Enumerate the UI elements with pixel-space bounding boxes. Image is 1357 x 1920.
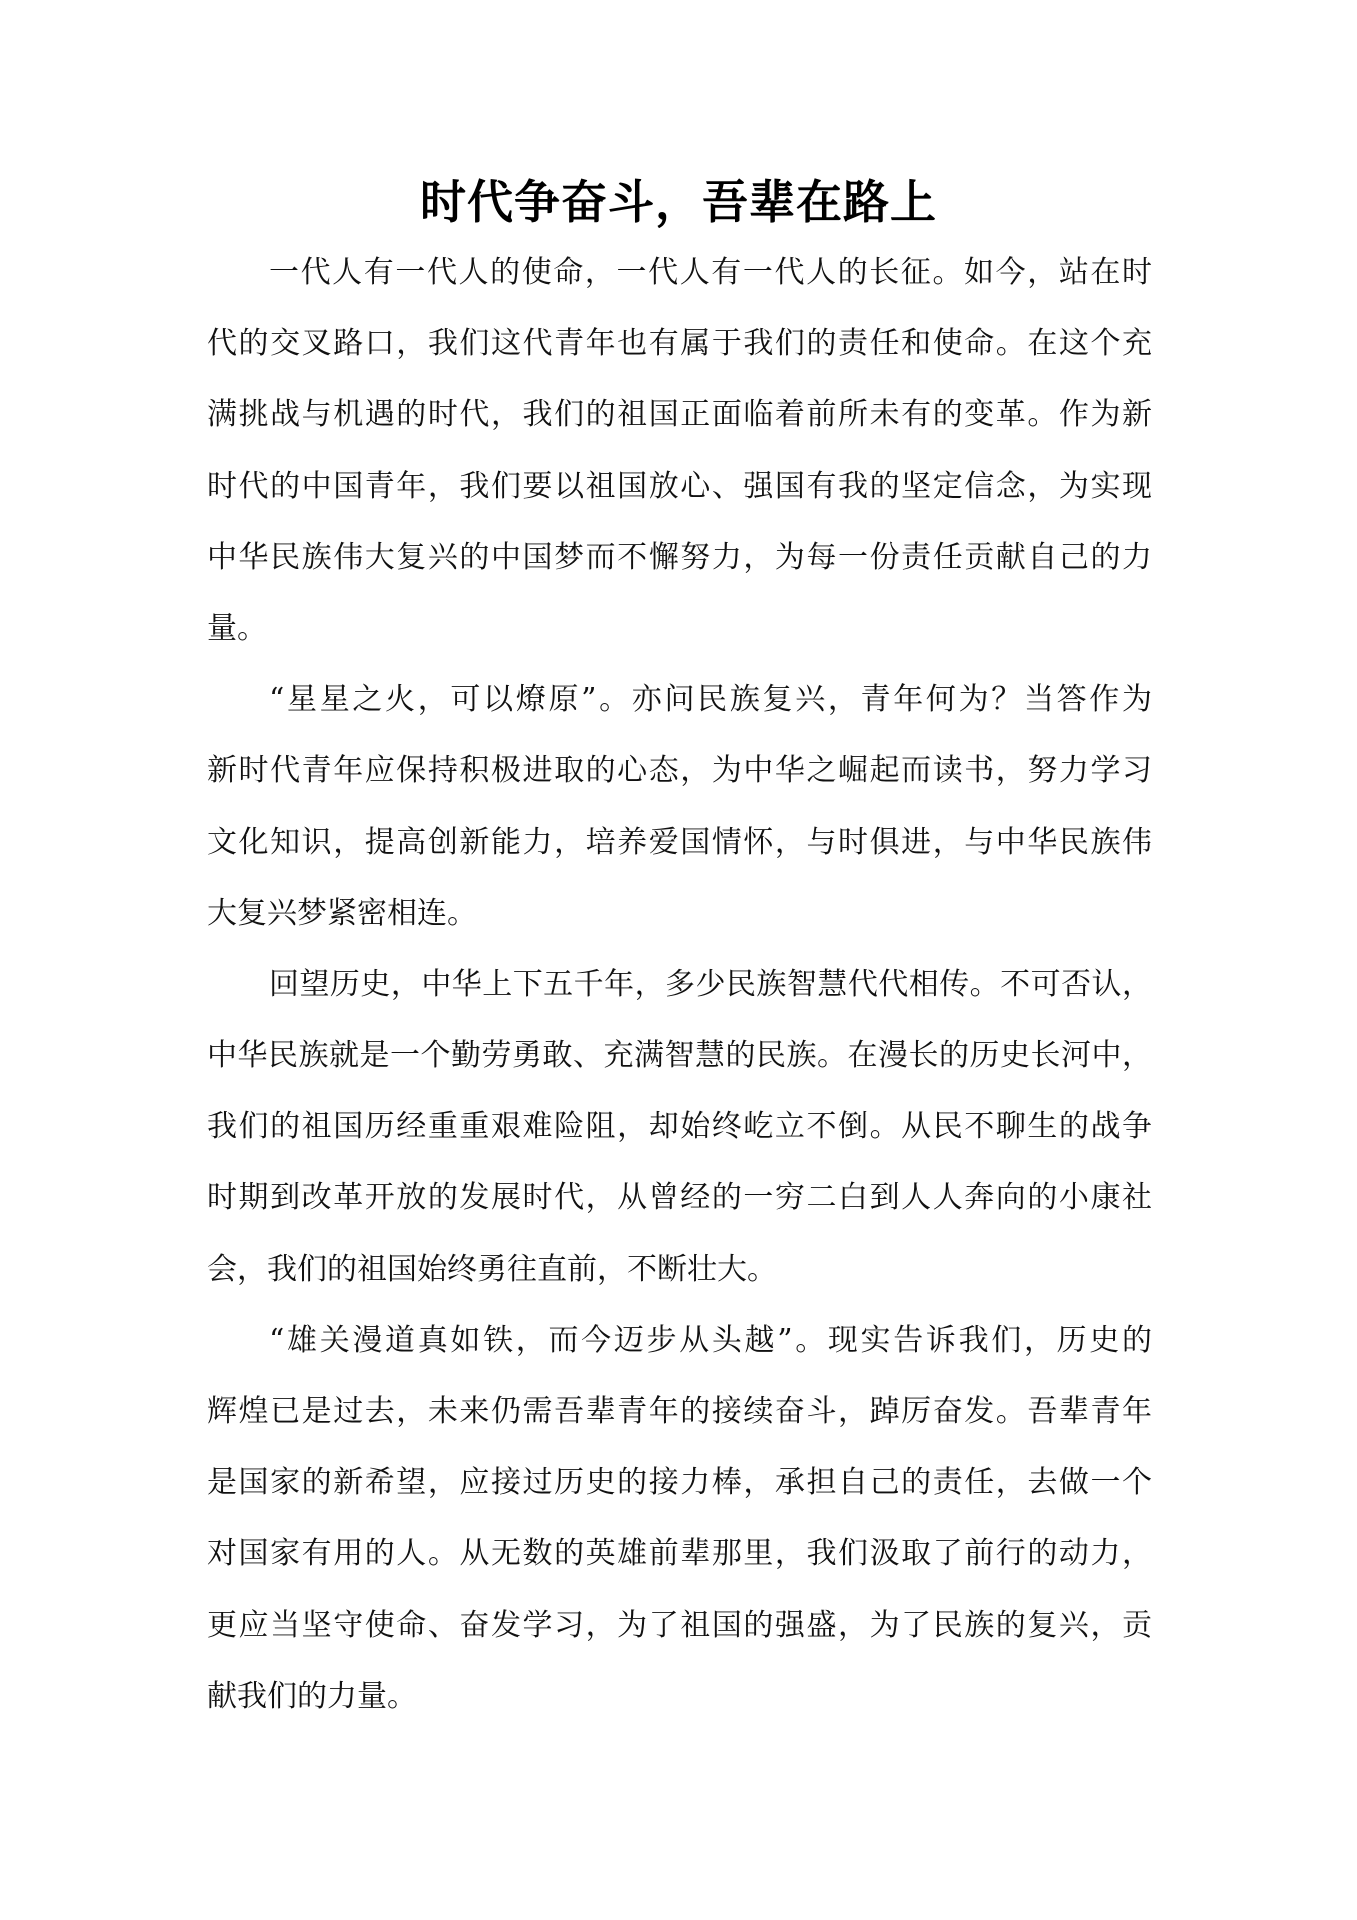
paragraph-line: 辉煌已是过去，未来仍需吾辈青年的接续奋斗，踔厉奋发。吾辈青年 bbox=[207, 1394, 1152, 1429]
paragraph-line: 回望历史，中华上下五千年，多少民族智慧代代相传。不可否认， bbox=[269, 966, 1152, 1002]
paragraph-2 bbox=[207, 664, 1152, 949]
paragraph-line: 文化知识，提高创新能力，培养爱国情怀，与时俱进，与中华民族伟 bbox=[207, 824, 1152, 860]
paragraph-line: 量。 bbox=[207, 610, 267, 646]
paragraph-line: 新时代青年应保持积极进取的心态，为中华之崛起而读书，努力学习 bbox=[207, 753, 1152, 789]
paragraph-line: “雄关漫道真如铁，而今迈步从头越”。现实告诉我们，历史的 bbox=[269, 1322, 1152, 1358]
paragraph-1 bbox=[207, 237, 1152, 664]
paragraph-line: 代的交叉路口，我们这代青年也有属于我们的责任和使命。在这个充 bbox=[207, 326, 1152, 362]
paragraph-line: 献我们的力量。 bbox=[207, 1678, 417, 1714]
paragraph-line: 更应当坚守使命、奋发学习，为了祖国的强盛，为了民族的复兴，贡 bbox=[207, 1607, 1152, 1643]
paragraph-line: 时期到改革开放的发展时代，从曾经的一穷二白到人人奔向的小康社 bbox=[207, 1180, 1152, 1216]
paragraph-line: 我们的祖国历经重重艰难险阻，却始终屹立不倒。从民不聊生的战争 bbox=[207, 1109, 1152, 1145]
paragraph-line: 中华民族就是一个勤劳勇敢、充满智慧的民族。在漫长的历史长河中， bbox=[207, 1038, 1152, 1074]
paragraph-line: 中华民族伟大复兴的中国梦而不懈努力，为每一份责任贡献自己的力 bbox=[207, 539, 1152, 575]
paragraph-4 bbox=[207, 1305, 1152, 1732]
paragraph-line: 时代的中国青年，我们要以祖国放心、强国有我的坚定信念，为实现 bbox=[207, 468, 1152, 504]
paragraph-line: 大复兴梦紧密相连。 bbox=[207, 895, 477, 931]
paragraph-line: “星星之火，可以燎原”。亦问民族复兴，青年何为？当答作为 bbox=[269, 682, 1152, 718]
paragraph-line: 满挑战与机遇的时代，我们的祖国正面临着前所未有的变革。作为新 bbox=[207, 397, 1152, 433]
document-title: 时代争奋斗，吾辈在路上 bbox=[420, 175, 937, 229]
document-body bbox=[207, 237, 1152, 1732]
paragraph-line: 一代人有一代人的使命，一代人有一代人的长征。如今，站在时 bbox=[269, 255, 1152, 290]
paragraph-line: 是国家的新希望，应接过历史的接力棒，承担自己的责任，去做一个 bbox=[207, 1465, 1152, 1501]
paragraph-line: 会，我们的祖国始终勇往直前，不断壮大。 bbox=[207, 1251, 777, 1287]
paragraph-3 bbox=[207, 949, 1152, 1305]
paragraph-line: 对国家有用的人。从无数的英雄前辈那里，我们汲取了前行的动力， bbox=[207, 1536, 1152, 1572]
